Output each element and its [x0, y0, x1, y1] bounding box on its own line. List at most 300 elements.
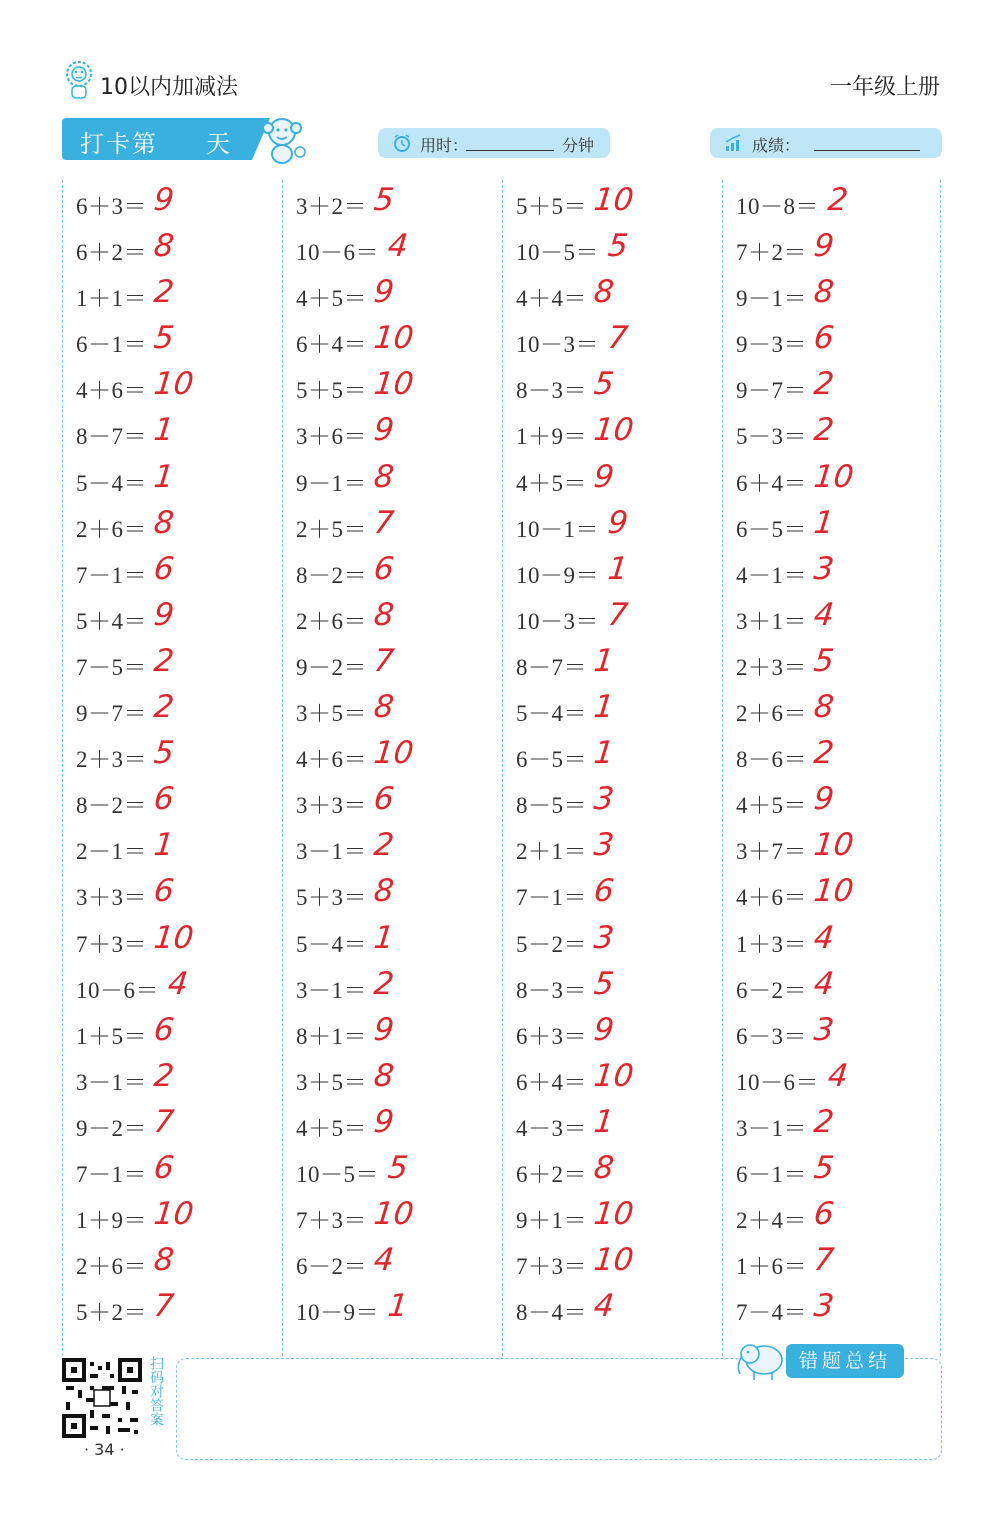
handwritten-answer[interactable]: 8 — [812, 274, 836, 311]
problem-row — [76, 779, 286, 825]
grade-label: 一年级上册 — [829, 75, 940, 100]
equation-text: 4－1＝ — [736, 562, 807, 588]
handwritten-answer[interactable]: 8 — [372, 458, 396, 495]
handwritten-answer[interactable]: 1 — [386, 1288, 410, 1325]
equation-text: 4＋6＝ — [76, 378, 147, 404]
handwritten-answer[interactable]: 8 — [372, 873, 396, 910]
equation-text: 4－3＝ — [516, 1115, 587, 1141]
equation-text: 5＋5＝ — [516, 194, 587, 219]
equation-text: 6＋4＝ — [516, 1069, 587, 1095]
handwritten-answer[interactable]: 9 — [372, 1011, 396, 1048]
handwritten-answer[interactable]: 9 — [372, 1103, 396, 1140]
equation-text: 4＋5＝ — [516, 470, 587, 496]
equation-text: 10－1＝ — [516, 516, 599, 542]
equation-text: 10－8＝ — [736, 194, 819, 219]
problem-row — [736, 1194, 946, 1240]
handwritten-answer[interactable]: 8 — [372, 596, 396, 633]
problem-row — [736, 595, 946, 641]
problem-row — [516, 1102, 726, 1148]
problem-row — [736, 180, 946, 226]
problem-row — [516, 871, 726, 917]
equation-text: 10－9＝ — [516, 562, 599, 588]
equation-text: 4＋5＝ — [736, 793, 807, 819]
time-label: 用时： — [420, 136, 469, 155]
handwritten-answer[interactable]: 5 — [592, 366, 616, 403]
problem-row — [76, 503, 286, 549]
problem-row — [296, 1102, 506, 1148]
equation-text: 8－2＝ — [76, 793, 147, 819]
time-field — [378, 128, 610, 158]
equation-text: 3＋7＝ — [736, 839, 807, 865]
equation-text: 4＋5＝ — [296, 1115, 367, 1141]
problem-row — [516, 503, 726, 549]
problem-row — [76, 1194, 286, 1240]
equation-text: 6＋4＝ — [736, 470, 807, 496]
equation-text: 6－5＝ — [516, 747, 587, 773]
problem-row — [516, 825, 726, 871]
equation-text: 9－3＝ — [736, 332, 807, 358]
handwritten-answer[interactable]: 2 — [372, 965, 396, 1002]
problem-row — [516, 364, 726, 410]
problem-row — [76, 180, 286, 226]
problem-row — [296, 871, 506, 917]
equation-text: 3－1＝ — [296, 977, 367, 1003]
handwritten-answer[interactable]: 9 — [592, 458, 616, 495]
problem-row — [76, 733, 286, 779]
handwritten-answer[interactable]: 10 — [372, 366, 416, 403]
problem-row — [76, 595, 286, 641]
handwritten-answer[interactable]: 4 — [386, 228, 410, 265]
handwritten-answer[interactable]: 3 — [812, 1011, 836, 1048]
equation-text: 10－5＝ — [516, 240, 599, 266]
equation-text: 7－1＝ — [76, 562, 147, 588]
problem-row — [296, 1056, 506, 1102]
equation-text: 7－4＝ — [736, 1300, 807, 1326]
handwritten-answer[interactable]: 8 — [372, 689, 396, 726]
handwritten-answer[interactable]: 9 — [592, 1011, 616, 1048]
equation-text: 7＋3＝ — [76, 931, 147, 957]
handwritten-answer[interactable]: 2 — [372, 827, 396, 864]
equation-text: 3＋2＝ — [296, 194, 367, 219]
equation-text: 3－1＝ — [736, 1115, 807, 1141]
equation-text: 1＋5＝ — [76, 1023, 147, 1049]
handwritten-answer[interactable]: 2 — [152, 689, 176, 726]
equation-text: 2＋4＝ — [736, 1208, 807, 1234]
handwritten-answer[interactable]: 6 — [812, 320, 836, 357]
handwritten-answer[interactable]: 4 — [592, 1288, 616, 1325]
handwritten-answer[interactable]: 5 — [812, 1149, 836, 1186]
column-divider — [62, 180, 63, 1356]
handwritten-answer[interactable]: 8 — [592, 1149, 616, 1186]
problem-row — [736, 549, 946, 595]
equation-text: 6－2＝ — [296, 1254, 367, 1280]
problem-row — [76, 318, 286, 364]
problem-row — [76, 364, 286, 410]
problem-row — [296, 918, 506, 964]
equation-text: 5－4＝ — [296, 931, 367, 957]
equation-text: 8－3＝ — [516, 977, 587, 1003]
equation-text: 3＋1＝ — [736, 608, 807, 634]
time-unit: 分钟 — [562, 136, 595, 155]
problem-row — [76, 918, 286, 964]
handwritten-answer[interactable]: 7 — [606, 596, 630, 633]
equation-text: 9－2＝ — [296, 654, 367, 680]
score-blank[interactable] — [814, 150, 920, 151]
handwritten-answer[interactable]: 10 — [812, 827, 856, 864]
handwritten-answer[interactable]: 5 — [606, 228, 630, 265]
problem-row — [296, 318, 506, 364]
problem-row — [736, 733, 946, 779]
problem-row — [76, 226, 286, 272]
equation-text: 9－1＝ — [296, 470, 367, 496]
problem-row — [736, 871, 946, 917]
handwritten-answer[interactable]: 10 — [592, 412, 636, 449]
problem-row — [516, 1056, 726, 1102]
handwritten-answer[interactable]: 6 — [152, 1011, 176, 1048]
handwritten-answer[interactable]: 7 — [372, 642, 396, 679]
handwritten-answer[interactable]: 9 — [606, 504, 630, 541]
equation-text: 2＋6＝ — [76, 516, 147, 542]
handwritten-answer[interactable]: 1 — [812, 504, 836, 541]
handwritten-answer[interactable]: 2 — [812, 735, 836, 772]
equation-text: 2＋3＝ — [736, 654, 807, 680]
handwritten-answer[interactable]: 9 — [372, 274, 396, 311]
handwritten-answer[interactable]: 3 — [592, 827, 616, 864]
handwritten-answer[interactable]: 6 — [152, 1149, 176, 1186]
lion-mascot-icon — [62, 60, 96, 100]
equation-text: 3＋3＝ — [76, 885, 147, 911]
handwritten-answer[interactable]: 6 — [152, 550, 176, 587]
problem-row — [76, 1286, 286, 1332]
equation-text: 6＋3＝ — [76, 194, 147, 219]
equation-text: 1＋9＝ — [516, 424, 587, 450]
equation-text: 3－1＝ — [76, 1069, 147, 1095]
score-field — [710, 128, 942, 158]
equation-text: 1＋3＝ — [736, 931, 807, 957]
handwritten-answer[interactable]: 6 — [812, 1196, 836, 1233]
problem-row — [736, 1148, 946, 1194]
time-blank[interactable] — [466, 150, 554, 151]
equation-text: 5＋2＝ — [76, 1300, 147, 1326]
handwritten-answer[interactable]: 3 — [592, 919, 616, 956]
monkey-mascot-icon — [256, 112, 308, 166]
equation-text: 1＋6＝ — [736, 1254, 807, 1280]
problem-column-1 — [76, 180, 286, 1332]
problem-row — [516, 964, 726, 1010]
qr-code-icon[interactable] — [62, 1358, 142, 1438]
handwritten-answer[interactable]: 5 — [152, 735, 176, 772]
problem-row — [736, 503, 946, 549]
equation-text: 7－1＝ — [76, 1161, 147, 1187]
problem-row — [736, 964, 946, 1010]
handwritten-answer[interactable]: 3 — [812, 550, 836, 587]
handwritten-answer[interactable]: 9 — [372, 412, 396, 449]
handwritten-answer[interactable]: 2 — [812, 366, 836, 403]
equation-text: 6－2＝ — [736, 977, 807, 1003]
problem-column-3 — [516, 180, 726, 1332]
problem-row — [516, 918, 726, 964]
problem-row — [516, 318, 726, 364]
equation-text: 7－5＝ — [76, 654, 147, 680]
equation-text: 6－1＝ — [736, 1161, 807, 1187]
handwritten-answer[interactable]: 2 — [152, 274, 176, 311]
problem-row — [296, 825, 506, 871]
equation-text: 2＋1＝ — [516, 839, 587, 865]
equation-text: 2＋6＝ — [296, 608, 367, 634]
equation-text: 9－2＝ — [76, 1115, 147, 1141]
problem-row — [516, 595, 726, 641]
problem-column-4 — [736, 180, 946, 1332]
problem-column-2 — [296, 180, 506, 1332]
handwritten-answer[interactable]: 5 — [812, 642, 836, 679]
problem-row — [736, 272, 946, 318]
checkin-suffix: 天 — [206, 130, 230, 158]
problem-row — [296, 641, 506, 687]
handwritten-answer[interactable]: 6 — [372, 550, 396, 587]
problem-row — [296, 964, 506, 1010]
equation-text: 7＋3＝ — [296, 1208, 367, 1234]
page-number: · 34 · — [84, 1440, 125, 1459]
problem-row — [516, 272, 726, 318]
problem-row — [516, 1240, 726, 1286]
problem-row — [76, 1240, 286, 1286]
qr-caption: 扫码对答案 — [148, 1356, 164, 1426]
problem-row — [736, 687, 946, 733]
score-label: 成绩： — [752, 136, 801, 155]
handwritten-answer[interactable]: 5 — [386, 1149, 410, 1186]
handwritten-answer[interactable]: 4 — [826, 1057, 850, 1094]
equation-text: 8－7＝ — [516, 654, 587, 680]
problem-row — [736, 825, 946, 871]
equation-text: 10－5＝ — [296, 1161, 379, 1187]
problem-row — [736, 410, 946, 456]
handwritten-answer[interactable]: 4 — [166, 965, 190, 1002]
handwritten-answer[interactable]: 7 — [372, 504, 396, 541]
equation-text: 5＋3＝ — [296, 885, 367, 911]
problem-row — [296, 1286, 506, 1332]
handwritten-answer[interactable]: 1 — [592, 642, 616, 679]
problem-row — [296, 1194, 506, 1240]
equation-text: 2－1＝ — [76, 839, 147, 865]
problem-row — [76, 1102, 286, 1148]
problem-row — [516, 180, 726, 226]
equation-text: 3－1＝ — [296, 839, 367, 865]
handwritten-answer[interactable]: 8 — [152, 228, 176, 265]
handwritten-answer[interactable]: 6 — [152, 873, 176, 910]
problem-row — [76, 1148, 286, 1194]
handwritten-answer[interactable]: 9 — [152, 596, 176, 633]
equation-text: 3＋5＝ — [296, 701, 367, 727]
handwritten-answer[interactable]: 10 — [592, 1196, 636, 1233]
equation-text: 6＋2＝ — [76, 240, 147, 266]
problem-row — [516, 226, 726, 272]
problem-sheet — [62, 180, 942, 1360]
problem-row — [516, 457, 726, 503]
equation-text: 8－2＝ — [296, 562, 367, 588]
problem-row — [516, 1148, 726, 1194]
handwritten-answer[interactable]: 2 — [812, 1103, 836, 1140]
equation-text: 8－5＝ — [516, 793, 587, 819]
handwritten-answer[interactable]: 5 — [152, 320, 176, 357]
problem-row — [296, 364, 506, 410]
problem-row — [296, 1010, 506, 1056]
handwritten-answer[interactable]: 8 — [812, 689, 836, 726]
handwritten-answer[interactable]: 2 — [152, 642, 176, 679]
checkin-banner — [62, 118, 252, 160]
problem-row — [76, 871, 286, 917]
equation-text: 10－6＝ — [296, 240, 379, 266]
equation-text: 1＋9＝ — [76, 1208, 147, 1234]
equation-text: 3＋5＝ — [296, 1069, 367, 1095]
handwritten-answer[interactable]: 7 — [606, 320, 630, 357]
equation-text: 3＋3＝ — [296, 793, 367, 819]
equation-text: 2＋3＝ — [76, 747, 147, 773]
handwritten-answer[interactable]: 2 — [152, 1057, 176, 1094]
handwritten-answer[interactable]: 7 — [152, 1288, 176, 1325]
equation-text: 8－4＝ — [516, 1300, 587, 1326]
problem-row — [516, 1286, 726, 1332]
equation-text: 5－3＝ — [736, 424, 807, 450]
handwritten-answer[interactable]: 10 — [152, 919, 196, 956]
problem-row — [76, 687, 286, 733]
equation-text: 10－9＝ — [296, 1300, 379, 1326]
equation-text: 6＋3＝ — [516, 1023, 587, 1049]
equation-text: 7－1＝ — [516, 885, 587, 911]
handwritten-answer[interactable]: 9 — [152, 182, 176, 218]
handwritten-answer[interactable]: 10 — [372, 735, 416, 772]
equation-text: 7＋2＝ — [736, 240, 807, 266]
handwritten-answer[interactable]: 10 — [372, 320, 416, 357]
equation-text: 10－6＝ — [736, 1069, 819, 1095]
alarm-clock-icon — [392, 133, 412, 153]
handwritten-answer[interactable]: 4 — [812, 919, 836, 956]
handwritten-answer[interactable]: 4 — [372, 1242, 396, 1279]
handwritten-answer[interactable]: 6 — [592, 873, 616, 910]
problem-row — [76, 410, 286, 456]
problem-row — [736, 779, 946, 825]
handwritten-answer[interactable]: 3 — [812, 1288, 836, 1325]
problem-row — [296, 549, 506, 595]
handwritten-answer[interactable]: 5 — [592, 965, 616, 1002]
problem-row — [296, 503, 506, 549]
handwritten-answer[interactable]: 4 — [812, 596, 836, 633]
problem-row — [76, 641, 286, 687]
equation-text: 2＋5＝ — [296, 516, 367, 542]
handwritten-answer[interactable]: 1 — [152, 458, 176, 495]
problem-row — [736, 1240, 946, 1286]
problem-row — [516, 779, 726, 825]
handwritten-answer[interactable]: 6 — [152, 781, 176, 818]
problem-row — [296, 272, 506, 318]
problem-row — [76, 549, 286, 595]
equation-text: 10－3＝ — [516, 608, 599, 634]
problem-row — [736, 641, 946, 687]
problem-row — [296, 1148, 506, 1194]
equation-text: 5－4＝ — [76, 470, 147, 496]
checkin-prefix: 打卡第 — [80, 130, 158, 158]
handwritten-answer[interactable]: 9 — [812, 228, 836, 265]
handwritten-answer[interactable]: 7 — [812, 1242, 836, 1279]
problem-row — [516, 1010, 726, 1056]
problem-row — [76, 964, 286, 1010]
handwritten-answer[interactable]: 10 — [592, 182, 636, 218]
handwritten-answer[interactable]: 1 — [152, 827, 176, 864]
equation-text: 4＋6＝ — [736, 885, 807, 911]
equation-text: 8－6＝ — [736, 747, 807, 773]
equation-text: 10－6＝ — [76, 977, 159, 1003]
problem-row — [296, 687, 506, 733]
equation-text: 6＋4＝ — [296, 332, 367, 358]
handwritten-answer[interactable]: 4 — [812, 965, 836, 1002]
handwritten-answer[interactable]: 1 — [592, 735, 616, 772]
handwritten-answer[interactable]: 1 — [152, 412, 176, 449]
equation-text: 9－7＝ — [736, 378, 807, 404]
equation-text: 3＋6＝ — [296, 424, 367, 450]
problem-row — [296, 180, 506, 226]
problem-row — [76, 1010, 286, 1056]
equation-text: 4＋5＝ — [296, 286, 367, 312]
equation-text: 2＋6＝ — [736, 701, 807, 727]
handwritten-answer[interactable]: 3 — [592, 781, 616, 818]
handwritten-answer[interactable]: 5 — [372, 182, 396, 218]
equation-text: 1＋1＝ — [76, 286, 147, 312]
handwritten-answer[interactable]: 10 — [812, 458, 856, 495]
equation-text: 8＋1＝ — [296, 1023, 367, 1049]
handwritten-answer[interactable]: 6 — [372, 781, 396, 818]
handwritten-answer[interactable]: 1 — [372, 919, 396, 956]
problem-row — [736, 226, 946, 272]
equation-text: 2＋6＝ — [76, 1254, 147, 1280]
equation-text: 9－7＝ — [76, 701, 147, 727]
problem-row — [736, 1102, 946, 1148]
problem-row — [516, 687, 726, 733]
handwritten-answer[interactable]: 7 — [152, 1103, 176, 1140]
problem-row — [516, 733, 726, 779]
handwritten-answer[interactable]: 9 — [812, 781, 836, 818]
handwritten-answer[interactable]: 8 — [592, 274, 616, 311]
problem-row — [516, 641, 726, 687]
handwritten-answer[interactable]: 1 — [592, 689, 616, 726]
handwritten-answer[interactable]: 8 — [152, 1242, 176, 1279]
handwritten-answer[interactable]: 1 — [592, 1103, 616, 1140]
equation-text: 5－2＝ — [516, 931, 587, 957]
problem-row — [76, 1056, 286, 1102]
handwritten-answer[interactable]: 1 — [606, 550, 630, 587]
equation-text: 4＋6＝ — [296, 747, 367, 773]
handwritten-answer[interactable]: 2 — [812, 412, 836, 449]
equation-text: 8－7＝ — [76, 424, 147, 450]
problem-row — [736, 1010, 946, 1056]
elephant-mascot-icon — [732, 1336, 788, 1382]
handwritten-answer[interactable]: 10 — [812, 873, 856, 910]
equation-text: 9－1＝ — [736, 286, 807, 312]
equation-text: 8－3＝ — [516, 378, 587, 404]
handwritten-answer[interactable]: 10 — [372, 1196, 416, 1233]
problem-row — [296, 1240, 506, 1286]
handwritten-answer[interactable]: 8 — [152, 504, 176, 541]
handwritten-answer[interactable]: 8 — [372, 1057, 396, 1094]
problem-row — [516, 410, 726, 456]
equation-text: 10－3＝ — [516, 332, 599, 358]
page-header — [62, 60, 940, 110]
handwritten-answer[interactable]: 10 — [152, 366, 196, 403]
handwritten-answer[interactable]: 10 — [592, 1057, 636, 1094]
handwritten-answer[interactable]: 10 — [152, 1196, 196, 1233]
equation-text: 5＋5＝ — [296, 378, 367, 404]
problem-row — [516, 549, 726, 595]
handwritten-answer[interactable]: 10 — [592, 1242, 636, 1279]
handwritten-answer[interactable]: 2 — [826, 182, 850, 218]
